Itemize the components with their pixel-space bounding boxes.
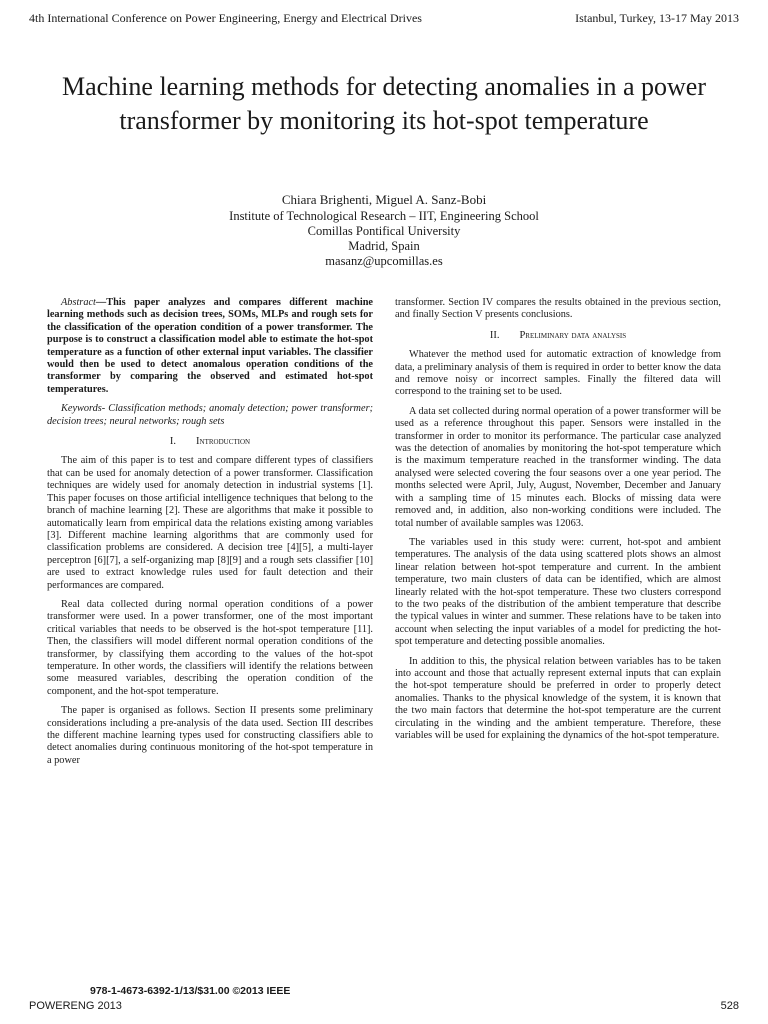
paragraph: Real data collected during normal operation conditions of a power transformer were used. In a power transformer, one of the most important critical variables that needs to be observed is the hot-spot temperature [11]. Then, the classifiers will model different normal operation conditions of the transformer, by classifying them according to the values of the hot-spot temperature. In other words, the classifiers will identify the relations between some measured variables, describing the operation condition of the component, and the hot-spot temperature. [47,598,373,697]
author-block [0,192,768,269]
city: Madrid, Spain [348,239,420,253]
abstract-text: —This paper analyzes and compares different machine learning methods such as decision trees, SOMs, MLPs and rough sets for the classification of the operation condition of a power transformer. The purpose is to construct a classification model able to estimate the hot-spot temperature as a function of other external input variables. The classifier would then be used to detect anomalous operation conditions of the transformer by comparing the observed and estimated hot-spot temperatures. [47,297,373,395]
paragraph: The aim of this paper is to test and compare different types of classifiers that can be used for anomaly detection of a power transformer. Classification techniques are widely used for anomaly detection in industrial systems [1]. This paper focuses on those artificial intelligence techniques that belong to the branch of machine learning [2]. These are algorithms that make it possible to automatically learn from empirical data the relations existing among variables [3]. Different machine learning algorithms that are commonly used for classification problems are considered. A decision tree [4][5], a multi-layer perceptron [6][7], a self-organizing map [8][9] and a rough sets classifier [10] are used to extract knowledge rules used for fault detection and their performances are compared. [47,455,373,591]
email: masanz@upcomillas.es [325,254,443,268]
page-number: 528 [720,1000,739,1012]
location-date-header: Istanbul, Turkey, 13-17 May 2013 [575,11,739,25]
affiliation: Institute of Technological Research – IIT, Engineering School [229,209,539,223]
section-heading-preliminary [395,330,721,342]
paragraph: Whatever the method used for automatic extraction of knowledge from data, a preliminary analysis of them is required in order to better know the data and remove noisy or incorrect samples. Finally the filtered data will correspond to the training set to be used. [395,349,721,398]
section-title: Introduction [196,436,251,448]
section-number: I. [169,436,177,448]
paragraph: A data set collected during normal operation of a power transformer will be used as a reference throughout this paper. Sensors were installed in the transformer in order to monitor its performance. The particular case analyzed was the detection of anomalies by monitoring the hot-spot temperature which is the maximum temperature reached in the transformer winding. The data analysed were selected covering the four seasons over a one year period. The months selected were April, July, August, November, December and January with a sampling time of 15 minutes each. Blocks of missing data were removed and, in addition, also non-working conditions were included. The total number of available samples was 12063. [395,405,721,529]
paper-title: Machine learning methods for detecting anomalies in a power transformer by monitoring its hot-spot temperature [61,72,706,135]
paragraph: The variables used in this study were: current, hot-spot and ambient temperatures. The analysis of the data using scattered plots shows an almost linear relation between hot-spot temperature and current. In the ambient temperature, two main clusters of data can be identified, which are almost linearly related with the hot-spot temperature. These two clusters correspond to the two peaks of the distribution of the ambient temperature that describe the typical values in winter and summer. These relations have to be taken into account when selecting the input variables of a model for predicting the hot-spot temperature and detecting possible anomalies. [395,536,721,648]
section-number: II. [489,329,500,341]
paragraph: The paper is organised as follows. Section II presents some preliminary considerations including a pre-analysis of the data used. Section III describes the different machine learning types used for constructing classifiers able to detect anomalies during continuous monitoring of the hot-spot temperature in a power [47,705,373,766]
paragraph: In addition to this, the physical relation between variables has to be taken into account and those that actually represent external inputs that can explain the hot-spot temperature should be preferred in order to properly detect anomalies. Thanks to the physical knowledge of the system, it is known that the two main factors that determine the hot-spot temperature are the current circulating in the winding and the ambient temperature. Therefore, these variables will be used for explaining the dynamics of the hot-spot temperature. [395,655,721,741]
section-title: Preliminary data analysis [519,329,627,341]
section-heading-introduction [47,436,373,448]
copyright-code: 978-1-4673-6392-1/13/$31.00 ©2013 IEEE [90,985,291,997]
conference-header: 4th International Conference on Power Engineering, Energy and Electrical Drives [29,11,422,25]
left-column [47,297,373,774]
university: Comillas Pontifical University [307,224,461,238]
keywords: Keywords- Classification methods; anomaly detection; power transformer; decision trees; neural networks; rough sets [47,403,373,427]
right-column [395,297,721,749]
abstract-label: Abstract [61,297,96,308]
authors: Chiara Brighenti, Miguel A. Sanz-Bobi [281,192,487,207]
paragraph-continued: transformer. Section IV compares the results obtained in the previous section, and finally Section V presents conclusions. [395,297,721,321]
venue-footer: POWERENG 2013 [29,1000,122,1012]
abstract [47,297,373,396]
